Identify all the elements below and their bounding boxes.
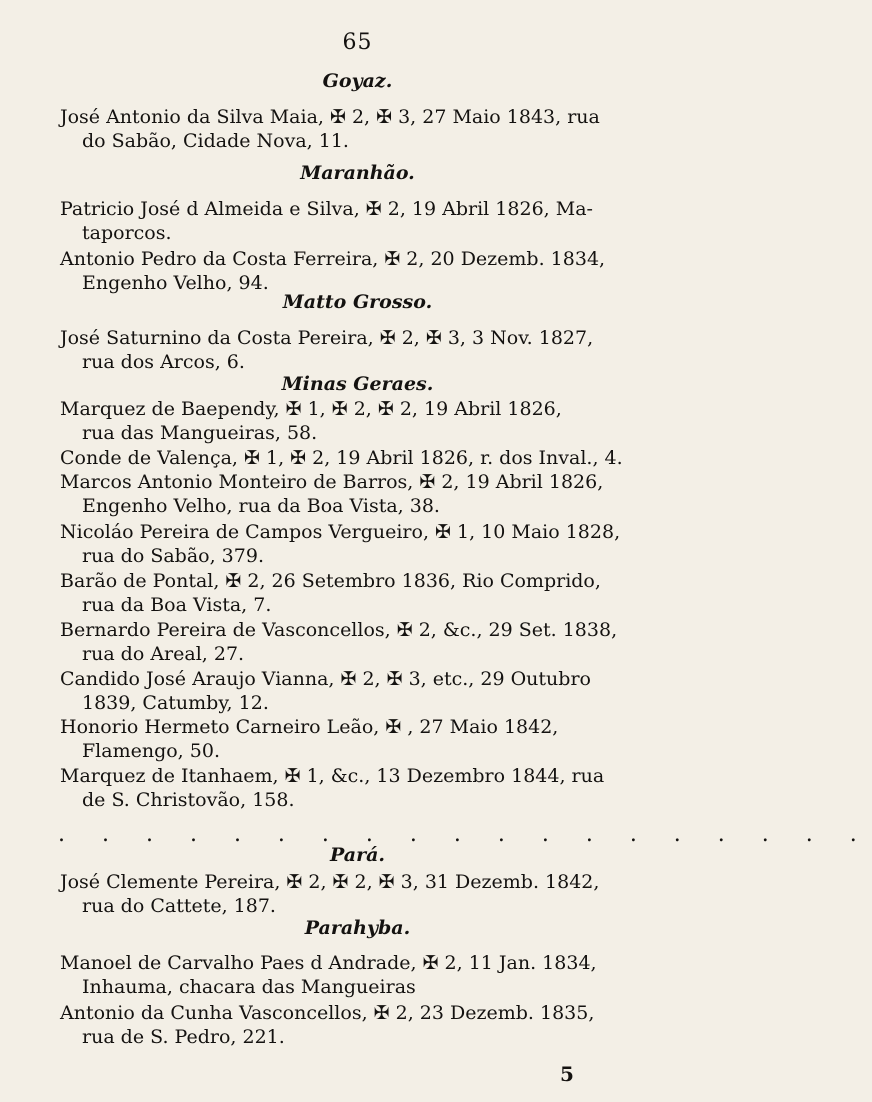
entry-line: Antonio Pedro da Costa Ferreira, ✠ 2, 20 Dezemb. 1834, <box>60 248 606 270</box>
entry-line: Manoel de Carvalho Paes d Andrade, ✠ 2, 11 Jan. 1834, <box>60 952 597 974</box>
entry-line: Honorio Hermeto Carneiro Leão, ✠ , 27 Maio 1842, <box>60 716 559 738</box>
entry-line: rua de S. Pedro, 221. <box>82 1026 285 1048</box>
entry-line: rua da Boa Vista, 7. <box>82 594 272 616</box>
heading-para: Pará. <box>329 844 386 866</box>
entry-line: rua do Sabão, 379. <box>82 545 264 567</box>
heading-maranhao: Maranhão. <box>300 162 415 184</box>
entry-line: Conde de Valença, ✠ 1, ✠ 2, 19 Abril 1826, r. dos Inval., 4. <box>60 447 623 469</box>
entry-line: 1839, Catumby, 12. <box>82 692 269 714</box>
entry-line: Flamengo, 50. <box>82 740 220 762</box>
entry-line: Engenho Velho, rua da Boa Vista, 38. <box>82 495 440 517</box>
heading-matto-grosso: Matto Grosso. <box>282 291 433 313</box>
entry-line: José Saturnino da Costa Pereira, ✠ 2, ✠ 3, 3 Nov. 1827, <box>60 327 594 349</box>
signature-mark: 5 <box>560 1062 574 1086</box>
entry-line: Marquez de Itanhaem, ✠ 1, &c., 13 Dezembro 1844, rua <box>60 765 605 787</box>
heading-parahyba: Parahyba. <box>304 917 411 939</box>
entry-line: Inhauma, chacara das Mangueiras <box>82 976 416 998</box>
separator-dots: . . . . . . . . . . . . . . . . . . . <box>58 822 872 847</box>
heading-minas-geraes: Minas Geraes. <box>281 373 434 395</box>
entry-line: Engenho Velho, 94. <box>82 272 269 294</box>
entry-line: Marcos Antonio Monteiro de Barros, ✠ 2, 19 Abril 1826, <box>60 471 604 493</box>
entry-line: Marquez de Baependy, ✠ 1, ✠ 2, ✠ 2, 19 Abril 1826, <box>60 398 562 420</box>
entry-line: rua do Cattete, 187. <box>82 895 276 917</box>
entry-line: Bernardo Pereira de Vasconcellos, ✠ 2, &c., 29 Set. 1838, <box>60 619 618 641</box>
entry-line: rua das Mangueiras, 58. <box>82 422 318 444</box>
entry-line: de S. Christovão, 158. <box>82 789 295 811</box>
entry-line: Patricio José d Almeida e Silva, ✠ 2, 19 Abril 1826, Ma- <box>60 198 593 220</box>
entry-line: Barão de Pontal, ✠ 2, 26 Setembro 1836, Rio Comprido, <box>60 570 601 592</box>
entry-line: José Antonio da Silva Maia, ✠ 2, ✠ 3, 27 Maio 1843, rua <box>60 106 600 128</box>
entry-line: Nicoláo Pereira de Campos Vergueiro, ✠ 1, 10 Maio 1828, <box>60 521 621 543</box>
entry-line: rua do Areal, 27. <box>82 643 245 665</box>
entry-line: do Sabão, Cidade Nova, 11. <box>82 130 349 152</box>
entry-line: taporcos. <box>82 222 172 244</box>
entry-line: rua dos Arcos, 6. <box>82 351 245 373</box>
entry-line: Antonio da Cunha Vasconcellos, ✠ 2, 23 Dezemb. 1835, <box>60 1002 595 1024</box>
entry-line: Candido José Araujo Vianna, ✠ 2, ✠ 3, etc., 29 Outubro <box>60 668 591 690</box>
page-number: 65 <box>342 30 373 55</box>
entry-line: José Clemente Pereira, ✠ 2, ✠ 2, ✠ 3, 31 Dezemb. 1842, <box>60 871 600 893</box>
heading-goyaz: Goyaz. <box>322 70 393 92</box>
